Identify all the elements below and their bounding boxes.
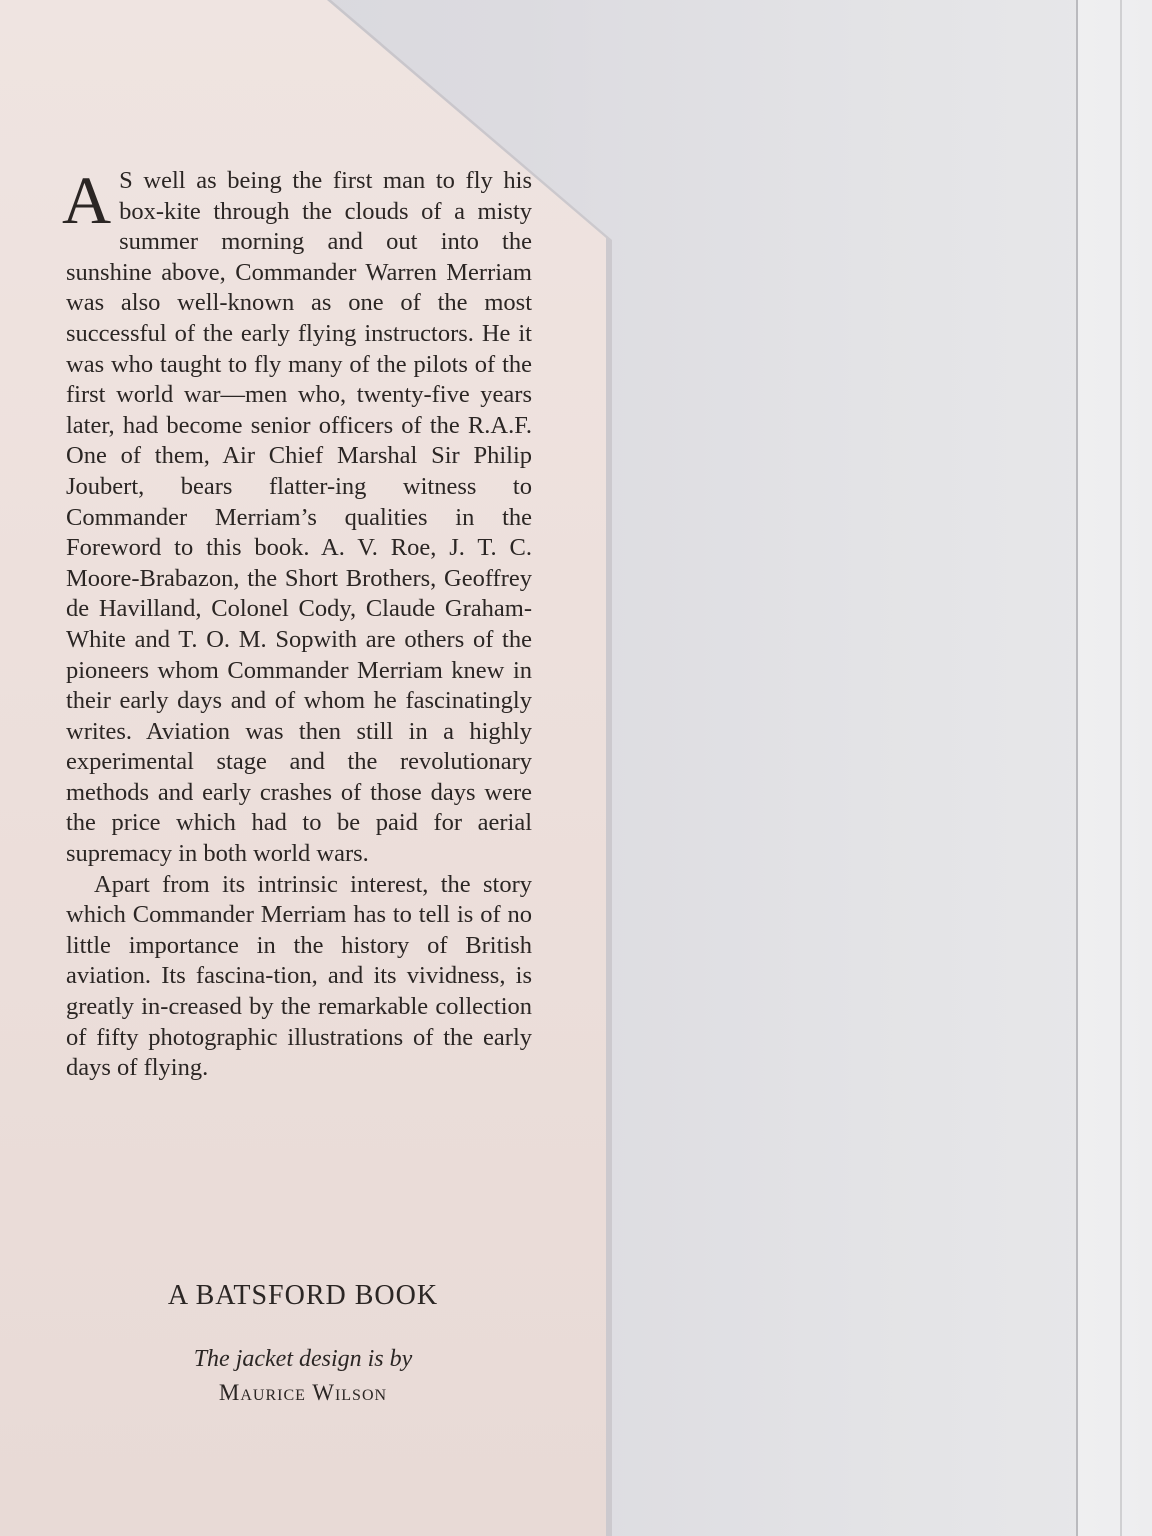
blurb-paragraph-2: Apart from its intrinsic interest, the story which Commander Merriam has to tell is of no little importance in the history of British aviation. Its fascina-tion, and its vividness, is greatly in-creased by the remarkable collection of fifty photographic illustrations of the early days of flying. [66, 870, 532, 1082]
publisher-imprint: A BATSFORD BOOK [167, 1280, 439, 1311]
blurb-paragraph-1-text: S well as being the first man to fly his box-kite through the clouds of a misty summer morning and out into the sunshine above, Commander Warren Merriam was also well-known as one of the most successful of the early flying instructors. He it was who taught to fly many of the pilots of the first world war—men who, twenty-five years later, had become senior officers of the R.A.F. One of them, Air Chief Marshal Sir Philip Joubert, bears flatter-ing witness to Commander Merriam’s qualities in the Foreword to this book. A. V. Roe, J. T. C. Moore-Brabazon, the Short Brothers, Geoffrey de Havilland, Colonel Cody, Claude Graham-White and T. O. M. Sopwith are others of the pioneers whom Commander Merriam knew in their early days and of whom he fascinatingly writes. Aviation was then still in a highly experimental stage and the revolutionary methods and early crashes of those days were the price which had to be paid for aerial supremacy in both world wars. [66, 167, 532, 868]
jacket-designer-name: Maurice Wilson [218, 1380, 388, 1405]
blurb-paragraph-1 [62, 162, 532, 870]
jacket-credit-line: The jacket design is by [193, 1346, 413, 1372]
page-edge-line [1076, 0, 1078, 1536]
blurb-text [62, 162, 532, 1084]
drop-cap: A [62, 162, 112, 238]
page-edge-line [1120, 0, 1122, 1536]
page-edge-shade [1078, 0, 1152, 1536]
